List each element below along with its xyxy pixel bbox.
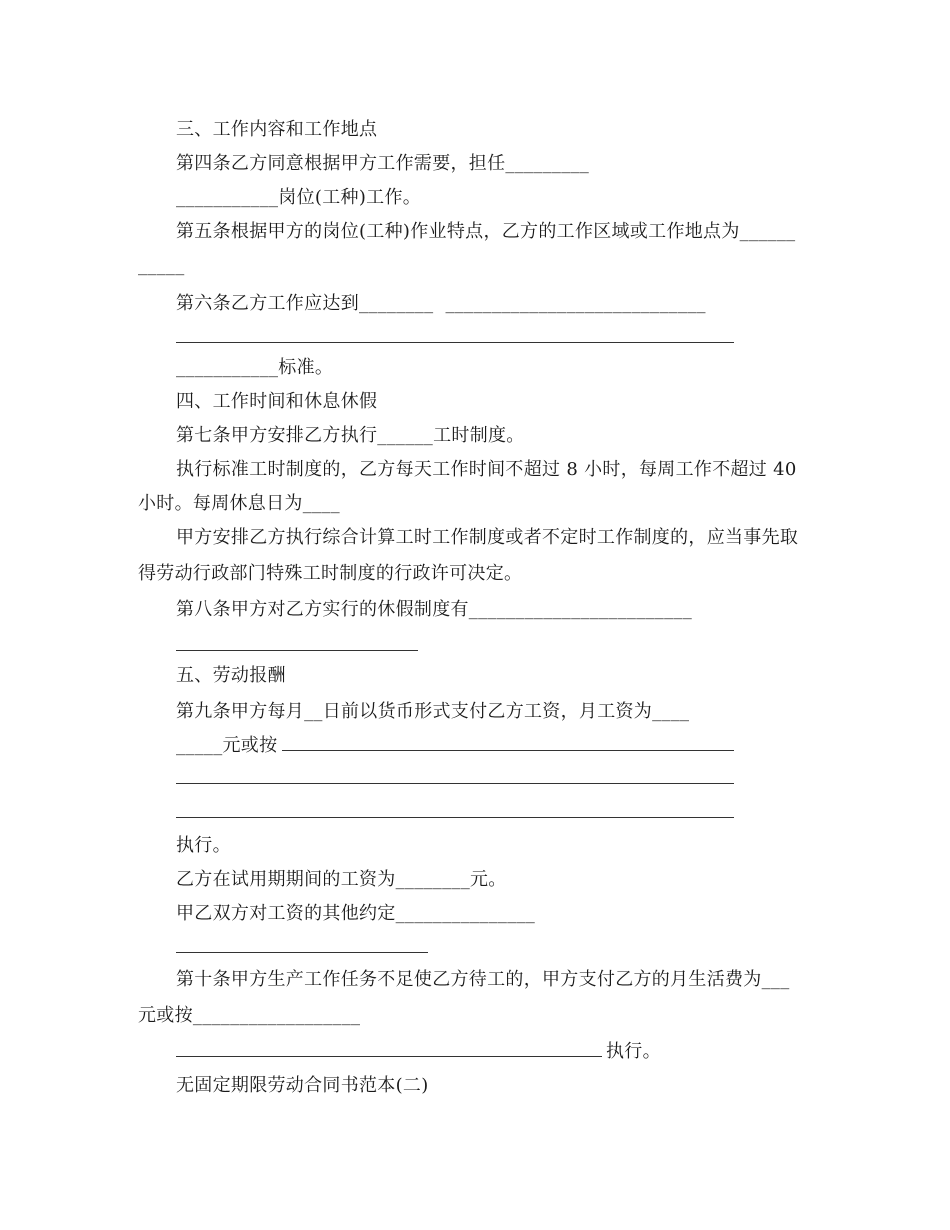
article-7-line-1: 第七条甲方安排乙方执行______工时制度。 bbox=[176, 425, 525, 446]
article-4-line-1: 第四条乙方同意根据甲方工作需要，担任_________ bbox=[176, 153, 590, 174]
article-8-line-1: 第八条甲方对乙方实行的休假制度有________________________ bbox=[176, 599, 692, 620]
article-9-line-2: _____元或按 bbox=[176, 735, 278, 756]
article-10-line-1: 第十条甲方生产工作任务不足使乙方待工的，甲方支付乙方的月生活费为___ bbox=[176, 969, 790, 990]
other-wage-terms-line: 甲乙双方对工资的其他约定_______________ bbox=[176, 903, 536, 924]
article-6-line-1: 第六条乙方工作应达到________ ____________________________ bbox=[176, 293, 706, 314]
article-10-blank-rule bbox=[176, 1056, 602, 1057]
article-9-execute: 执行。 bbox=[176, 835, 231, 856]
article-8-blank-rule bbox=[176, 650, 418, 651]
next-document-title: 无固定期限劳动合同书范本(二) bbox=[176, 1075, 429, 1096]
section-heading-work-content: 三、工作内容和工作地点 bbox=[176, 119, 378, 140]
standard-hours-line-1: 执行标准工时制度的，乙方每天工作时间不超过 8 小时，每周工作不超过 40 bbox=[176, 459, 797, 480]
article-5-line-2: _____ bbox=[138, 255, 185, 276]
article-9-blank-rule-3 bbox=[176, 817, 734, 818]
other-wage-terms-blank-rule bbox=[176, 952, 428, 953]
probation-wage-line: 乙方在试用期期间的工资为________元。 bbox=[176, 869, 507, 890]
flexible-hours-line-1: 甲方安排乙方执行综合计算工时工作制度或者不定时工作制度的，应当事先取 bbox=[176, 527, 799, 548]
article-5-line-1: 第五条根据甲方的岗位(工种)作业特点，乙方的工作区域或工作地点为______ bbox=[176, 221, 796, 242]
article-9-blank-rule-1 bbox=[282, 750, 734, 751]
section-heading-remuneration: 五、劳动报酬 bbox=[176, 665, 286, 686]
article-6-line-3: ___________标准。 bbox=[176, 357, 334, 378]
article-4-line-2: ___________岗位(工种)工作。 bbox=[176, 187, 422, 208]
article-10-line-2: 元或按__________________ bbox=[138, 1005, 361, 1026]
standard-hours-line-2: 小时。每周休息日为____ bbox=[138, 493, 340, 514]
flexible-hours-line-2: 得劳动行政部门特殊工时制度的行政许可决定。 bbox=[138, 563, 523, 584]
article-9-blank-rule-2 bbox=[176, 783, 734, 784]
article-9-line-1: 第九条甲方每月__日前以货币形式支付乙方工资，月工资为____ bbox=[176, 701, 690, 722]
article-6-blank-rule bbox=[176, 342, 734, 343]
article-10-execute: 执行。 bbox=[606, 1041, 661, 1062]
section-heading-work-hours: 四、工作时间和休息休假 bbox=[176, 391, 378, 412]
